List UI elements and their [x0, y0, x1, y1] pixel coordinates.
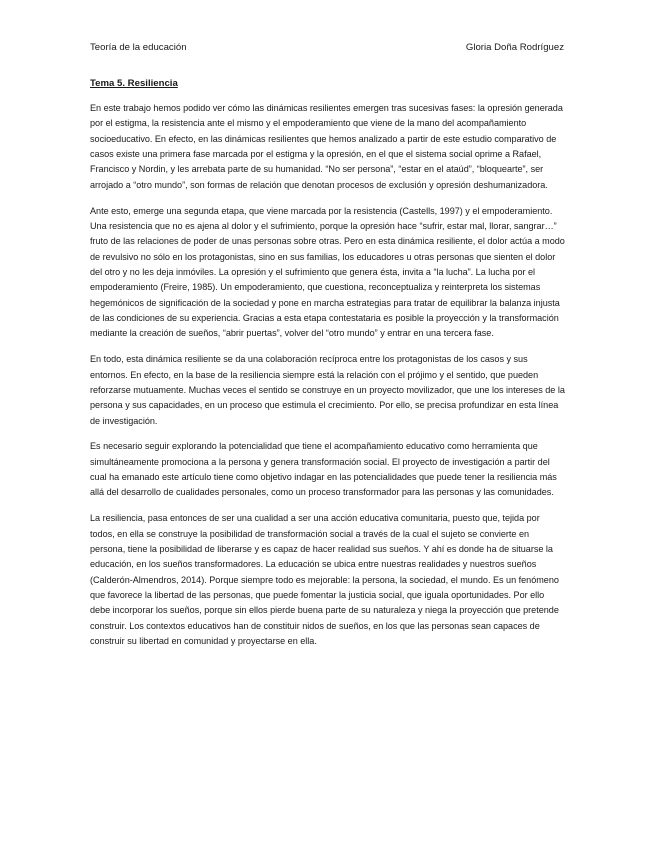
paragraph-5: La resiliencia, pasa entonces de ser una cualidad a ser una acción educativa comunitaria, puesto que, tejida por todos, en ella se construye la posibilidad de transformación social a través de la cual el sujeto se convierte en persona, tiene la posibilidad de liberarse y es capaz de hacer realidad sus sueños. Y ahí es donde ha de situarse la educación, en los sueños transformadores. La educación se ubica entre nuestras realidades y nuestros sueños (Calderón-Almendros, 2014). Porque siempre todo es mejorable: la persona, la sociedad, el mundo. Es un fenómeno que favorece la libertad de las personas, que puede fomentar la justicia social, que iguala oportunidades. Por ello debe incorporar los sueños, porque sin ellos pierde buena parte de su naturaleza y niega la proyección que pretende construir. Los contextos educativos han de constituir nidos de sueños, en los que las personas sean capaces de construir su libertad en comunidad y proyectarse en ella. [90, 513, 559, 646]
paragraph-3: En todo, esta dinámica resiliente se da una colaboración recíproca entre los protagonistas de los casos y sus entornos. En efecto, en la base de la resiliencia siempre está la relación con el prójimo y el sentido, que pueden reforzarse mutuamente. Muchas veces el sentido se construye en un proyecto movilizador, que une los intereses de la persona y sus capacidades, en un proceso que estimula el crecimiento. Por ello, se precisa profundizar en esta línea de investigación. [90, 354, 565, 426]
document-body [90, 77, 566, 660]
header-course-title: Teoría de la educación [90, 42, 187, 53]
paragraph-2: Ante esto, emerge una segunda etapa, que viene marcada por la resistencia (Castells, 1997) y el empoderamiento. Una resistencia que no es ajena al dolor y el sufrimiento, porque la opresión hace “sufrir, estar mal, llorar, sangrar…” fruto de las relaciones de poder de unas personas sobre otras. Pero en esta dinámica resiliente, el dolor actúa a modo de revulsivo no sólo en los protagonistas, sino en sus familias, los educadores u otras personas que sienten el dolor del otro y no les deja inmóviles. La opresión y el sufrimiento que genera ésta, invita a “la lucha”. La lucha por el empoderamiento (Freire, 1985). Un empoderamiento, que cuestiona, reconceptualiza y reinterpreta los sistemas hegemónicos de significación de la sociedad y pone en marcha estrategias para tratar de equilibrar la balanza injusta de las condiciones de su experiencia. Gracias a esta etapa contestataria es posible la proyección y la transformación mediante la creación de sueños, “abrir puertas”, volver del “otro mundo” y entrar en una tercera fase. [90, 205, 565, 339]
paragraph-1: En este trabajo hemos podido ver cómo las dinámicas resilientes emergen tras sucesivas fases: la opresión generada por el estigma, la resistencia ante el mismo y el empoderamiento que viene de la mano del acompañamiento socioeducativo. En efecto, en las dinámicas resilientes que hemos analizado a partir de este estudio comparativo de casos existe una primera fase marcada por el estigma y la opresión, en el que el sistema social oprime a Rafael, Francisco y Nordin, y les arrebata parte de su humanidad. “No ser persona”, “estar en el ataúd”, “bloquearte”, ser arrojado a “otro mundo”, son formas de relación que denotan procesos de exclusión y opresión deshumanizadora. [90, 103, 563, 190]
page-header [90, 41, 565, 55]
paragraph-4: Es necesario seguir explorando la potencialidad que tiene el acompañamiento educativo como herramienta que simultáneamente promociona a la persona y genera transformación social. El proyecto de investigación a partir del cual ha emanado este artículo tiene como objetivo indagar en las potencialidades que puede tener la resiliencia más allá del desarrollo de cualidades personales, como un proceso transformador para las personas y las comunidades. [90, 441, 557, 498]
header-author-name: Gloria Doña Rodríguez [465, 42, 564, 53]
section-title: Tema 5. Resiliencia [90, 78, 178, 89]
